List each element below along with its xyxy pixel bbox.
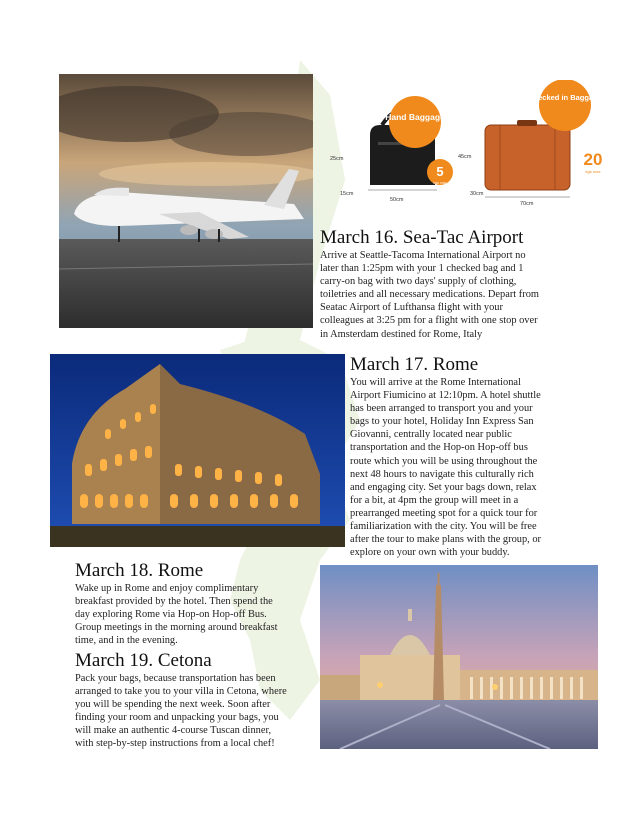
body-line: day exploring Rome via Hop-on Hop-off Bus. [75,609,267,621]
body-line: with step-by-step instructions from a local chef! [75,738,275,750]
luggage-graphic [320,80,610,225]
body-line: Seatac Airport of Lufthansa flight with your [320,302,503,314]
body-line: Arrive at Seattle-Tacoma International Airport no [320,250,526,261]
checked-baggage-weight: 20 [583,150,603,169]
section-body [75,672,315,751]
body-line: will make an authentic 4-course Tuscan dinner, [75,725,272,737]
section-march-19 [75,650,315,751]
body-line: in Amsterdam destined for Rome, Italy [320,328,483,340]
body-line: Pack your bags, because transportation has been [75,673,276,684]
body-line: finding your room and unpacking your bags, you [75,712,279,724]
section-body [350,376,600,559]
section-heading: March 17. Rome [350,354,479,375]
colosseum-photo [50,354,345,547]
body-line: after the tour to make plans with the group, or [350,534,542,546]
body-line: Wake up in Rome and enjoy complimentary [75,583,259,594]
body-line: breakfast provided by the hotel. Then spend the [75,596,273,608]
body-line: for a bit, at 4pm the group will meet in a [350,494,519,506]
body-line: Giovanni, centrally located near public [350,429,512,441]
checked-baggage-unit: kgs max [585,169,601,174]
body-line: Airport Fiumicino at 12:10pm. A hotel shuttle [350,390,541,402]
body-line: you will be spending the next week. Soon after [75,699,271,711]
body-line: next 48 hours to navigate this culturally rich [350,468,534,480]
st-peters-square-photo [320,565,598,749]
section-march-18 [75,560,315,647]
hand-baggage-weight: 5 [436,164,444,179]
body-line: carry-on bag with two days' supply of clothing, [320,276,517,288]
section-body [75,582,315,647]
checked-depth-dim: 30cm [470,191,484,197]
airplane-photo [59,74,313,328]
checked-baggage-label: Checked in Baggage [528,93,602,102]
section-body [320,249,610,341]
body-line: has been arranged to transport you and your [350,403,533,415]
body-line: You will arrive at the Rome International [350,377,521,388]
section-march-17 [350,354,600,559]
section-heading: March 19. Cetona [75,650,212,671]
body-line: later than 1:25pm with your 1 checked bag and 1 [320,263,524,275]
hand-baggage-label: Hand Baggage [385,112,445,122]
checked-width-dim: 70cm [520,201,534,207]
hand-baggage-unit: kgs max [433,181,447,185]
body-line: route which you will be using throughout the [350,455,538,467]
hand-width-dim: 50cm [390,197,404,203]
checked-height-dim: 45cm [458,154,472,160]
hand-height-dim: 25cm [330,156,344,162]
body-line: toiletries and all necessary medications. Depart from [320,289,539,301]
section-heading: March 18. Rome [75,560,204,581]
section-heading: March 16. Sea-Tac Airport [320,227,524,248]
body-line: and engaging city. Set your bags down, relax [350,481,537,493]
body-line: arranged to take you to your villa in Cetona, where [75,686,287,698]
body-line: Group meetings in the morning around breakfast [75,622,278,634]
body-line: explore on your own with your buddy. [350,547,510,559]
hand-depth-dim: 15cm [340,191,354,197]
body-line: transportation and the Hop-on Hop-off bus [350,442,528,454]
section-march-16 [320,227,610,341]
body-line: time, and in the evening. [75,635,178,647]
body-line: prearranged meeting spot for a quick tour for [350,507,538,519]
body-line: bags to your hotel, Holiday Inn Express San [350,416,534,428]
body-line: colleagues at 3:25 pm for a flight with one stop over [320,315,538,327]
body-line: familiarization with the city. You will be free [350,521,537,533]
